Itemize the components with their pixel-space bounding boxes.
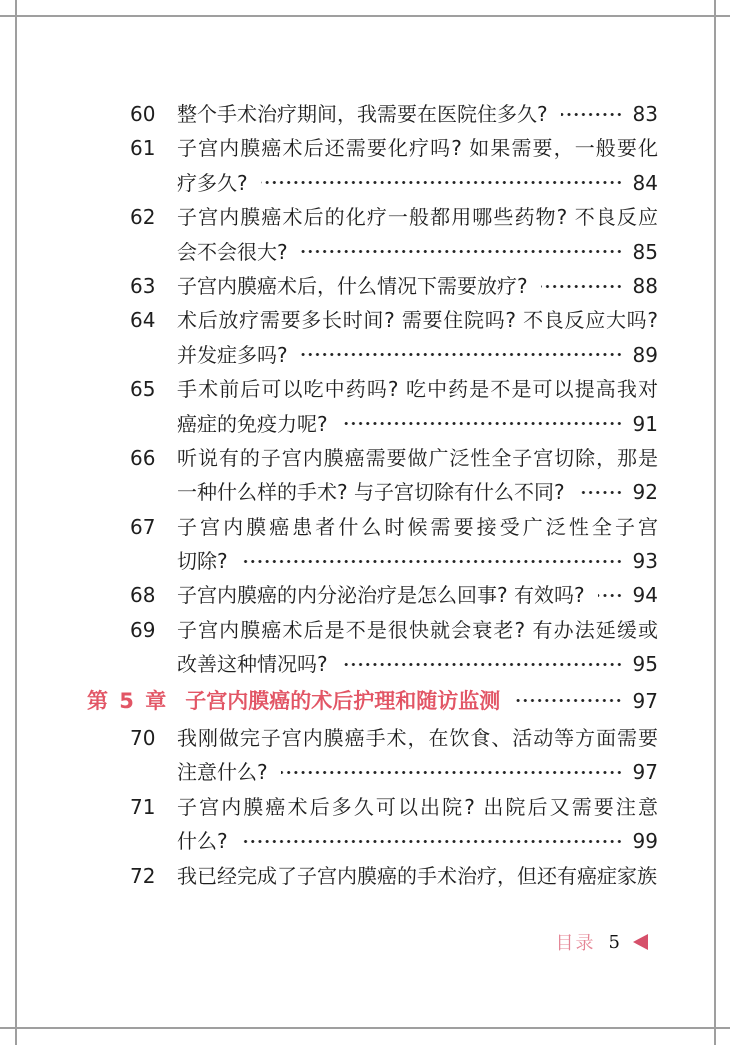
toc-entry <box>130 613 658 682</box>
entry-number: 62 <box>130 205 156 230</box>
dot-leader <box>541 269 623 303</box>
entry-last-line <box>177 407 658 441</box>
entry-page-number: 93 <box>632 549 658 574</box>
entry-text-line: 术后放疗需要多长时间? 需要住院吗? 不良反应大吗? <box>177 308 658 333</box>
entry-page-number: 95 <box>632 652 658 677</box>
dot-leader <box>578 475 623 509</box>
entry-text-line: 子宫内膜癌术后还需要化疗吗? 如果需要，一般要化 <box>177 136 658 161</box>
entry-text-line: 一种什么样的手术? 与子宫切除有什么不同? <box>177 480 565 505</box>
toc-list <box>87 97 658 893</box>
entry-last-line <box>177 755 658 789</box>
entry-text-line: 注意什么? <box>177 760 268 785</box>
entry-number: 61 <box>130 136 156 161</box>
entry-text-line: 手术前后可以吃中药吗? 吃中药是不是可以提高我对 <box>177 377 658 402</box>
toc-entry <box>130 200 658 269</box>
entry-number: 63 <box>130 273 156 298</box>
entry-last-line <box>177 824 658 858</box>
entry-text-line: 癌症的免疫力呢? <box>177 411 328 436</box>
entry-last-line <box>177 544 658 578</box>
entry-number: 70 <box>130 726 156 751</box>
entry-page-number: 85 <box>632 239 658 264</box>
entry-lines <box>177 441 658 510</box>
entry-text-line: 子宫内膜癌的内分泌治疗是怎么回事? 有效吗? <box>177 583 585 608</box>
entry-text-line: 子宫内膜癌术后是不是很快就会衰老? 有办法延缓或 <box>177 617 658 642</box>
toc-entry <box>130 859 658 893</box>
dot-leader <box>241 824 623 858</box>
dot-leader <box>598 578 623 612</box>
entry-last-line <box>177 578 658 612</box>
toc-entry <box>130 131 658 200</box>
toc-entry <box>130 372 658 441</box>
entry-last-line <box>177 269 658 303</box>
dot-leader <box>261 166 623 200</box>
left-triangle-icon <box>633 934 648 950</box>
entry-lines <box>177 510 658 579</box>
entry-lines <box>177 578 658 612</box>
entry-text-line: 我已经完成了子宫内膜癌的手术治疗，但还有癌症家族 <box>177 863 657 888</box>
dot-leader <box>561 97 623 131</box>
entry-page-number: 83 <box>632 102 658 126</box>
entry-number: 60 <box>130 102 156 126</box>
toc-chapter-row <box>87 684 658 718</box>
entry-page-number: 97 <box>632 760 658 785</box>
entry-lines <box>177 269 658 303</box>
entry-number: 69 <box>130 617 156 642</box>
entry-page-number: 99 <box>632 829 658 854</box>
dot-leader <box>301 338 623 372</box>
entry-number: 65 <box>130 377 156 402</box>
entry-last-line <box>177 97 658 131</box>
toc-entry <box>130 578 658 612</box>
entry-last-line <box>177 338 658 372</box>
dot-leader <box>241 544 623 578</box>
page-footer <box>556 931 648 953</box>
entry-text-line: 子宫内膜癌术后的化疗一般都用哪些药物? 不良反应 <box>177 205 658 230</box>
entry-lines <box>177 200 658 269</box>
entry-lines <box>177 613 658 682</box>
entry-text-line: 并发症多吗? <box>177 342 288 367</box>
entry-last-line <box>177 647 658 681</box>
toc-entry <box>130 510 658 579</box>
entry-lines <box>177 131 658 200</box>
entry-lines <box>177 790 658 859</box>
footer-page-number: 5 <box>608 931 620 953</box>
chapter-label: 第 5 章 <box>87 688 169 713</box>
entry-page-number: 91 <box>632 411 658 436</box>
trim-line-left <box>15 0 17 1045</box>
dot-leader <box>301 235 623 269</box>
entry-text-line: 整个手术治疗期间，我需要在医院住多久? <box>177 102 548 126</box>
dot-leader <box>341 407 623 441</box>
entry-text-line: 什么? <box>177 829 228 854</box>
entry-lines <box>177 303 658 372</box>
toc-entry <box>130 441 658 510</box>
entry-text-line: 子宫内膜癌患者什么时候需要接受广泛性全子宫 <box>177 514 658 539</box>
entry-number: 67 <box>130 514 156 539</box>
entry-number: 72 <box>130 863 156 888</box>
trim-line-bottom <box>0 1027 730 1029</box>
entry-lines <box>177 372 658 441</box>
toc-entry <box>130 269 658 303</box>
entry-last-line <box>177 475 658 509</box>
dot-leader <box>341 647 623 681</box>
entry-text-line: 疗多久? <box>177 170 248 195</box>
entry-last-line <box>177 235 658 269</box>
entry-text-line: 子宫内膜癌术后多久可以出院? 出院后又需要注意 <box>177 794 658 819</box>
entry-lines <box>177 721 658 790</box>
trim-line-top <box>0 15 730 17</box>
entry-page-number: 94 <box>632 583 658 608</box>
entry-number: 68 <box>130 583 156 608</box>
entry-page-number: 88 <box>632 273 658 298</box>
trim-line-right <box>714 0 716 1045</box>
entry-number: 71 <box>130 794 156 819</box>
dot-leader <box>513 684 622 718</box>
entry-text-line: 听说有的子宫内膜癌需要做广泛性全子宫切除，那是 <box>177 445 658 470</box>
chapter-title: 子宫内膜癌的术后护理和随访监测 <box>185 688 501 713</box>
entry-page-number: 92 <box>632 480 658 505</box>
entry-page-number: 84 <box>632 170 658 195</box>
chapter-page-number: 97 <box>632 688 658 713</box>
entry-text-line: 我刚做完子宫内膜癌手术，在饮食、活动等方面需要 <box>177 726 658 751</box>
toc-entry <box>130 721 658 790</box>
entry-page-number: 89 <box>632 342 658 367</box>
entry-number: 66 <box>130 445 156 470</box>
footer-section-label: 目录 <box>555 933 596 954</box>
entry-lines <box>177 859 658 893</box>
toc-entry <box>130 97 658 131</box>
entry-text-line: 会不会很大? <box>177 239 288 264</box>
entry-last-line <box>177 166 658 200</box>
toc-entry <box>130 303 658 372</box>
entry-text-line: 改善这种情况吗? <box>177 652 328 677</box>
dot-leader <box>281 755 623 789</box>
entry-number: 64 <box>130 308 156 333</box>
entry-text-line: 子宫内膜癌术后，什么情况下需要放疗? <box>177 273 528 298</box>
toc-entry <box>130 790 658 859</box>
entry-lines <box>177 97 658 131</box>
entry-text-line: 切除? <box>177 549 228 574</box>
